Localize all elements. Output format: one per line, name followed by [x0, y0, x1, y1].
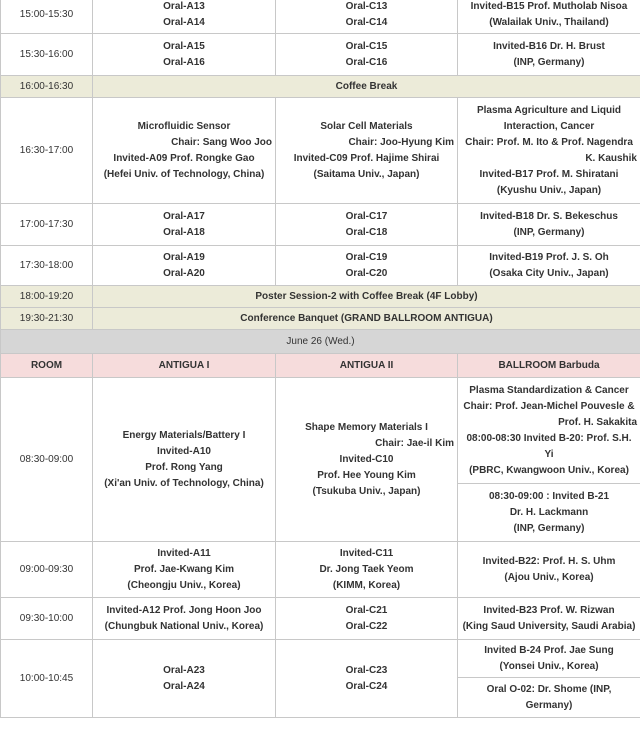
speaker-affiliation: (Hefei Univ. of Technology, China)	[103, 168, 265, 180]
ballroom-cell	[458, 34, 640, 76]
speaker-name: Dr. Jong Taek Yeom	[319, 563, 414, 575]
session-title: Shape Memory Materials I	[305, 421, 428, 433]
session-item: Oral-C18	[345, 226, 388, 238]
speaker-affiliation: (Chungbuk National Univ., Korea)	[104, 620, 264, 632]
speaker-affiliation: (Yonsei Univ., Korea)	[499, 660, 599, 672]
session-chair: Chair: Jae-il Kim	[375, 437, 454, 449]
ballroom-cell	[458, 542, 640, 598]
time-cell: 15:00-15:30	[1, 0, 93, 34]
session-item: Invited-B18 Dr. S. Bekeschus	[480, 210, 618, 222]
schedule-row	[1, 542, 640, 598]
invited-speaker: Yi	[544, 448, 554, 460]
session-item: Oral-C16	[345, 56, 388, 68]
schedule-row	[1, 34, 640, 76]
session-item: (Osaka City Univ., Japan)	[489, 267, 609, 279]
time-cell: 17:30-18:00	[1, 246, 93, 286]
session-item: Oral-A17	[163, 210, 205, 222]
session-item: Oral-A16	[163, 56, 205, 68]
ballroom-header: BALLROOM Barbuda	[458, 354, 640, 378]
time-cell: 17:00-17:30	[1, 204, 93, 246]
session-chair: Chair: Joo-Hyung Kim	[348, 136, 454, 148]
antigua-1-cell	[93, 34, 276, 76]
banquet-label: Conference Banquet (GRAND BALLROOM ANTIGUA)	[93, 308, 640, 330]
session-item: (INP, Germany)	[513, 56, 585, 68]
room-header-row	[1, 354, 640, 378]
antigua-2-cell	[276, 0, 458, 34]
schedule-row	[1, 204, 640, 246]
time-cell: 15:30-16:00	[1, 34, 93, 76]
time-cell: 16:00-16:30	[1, 76, 93, 98]
antigua-2-cell	[276, 598, 458, 640]
session-item: Oral-A23	[163, 664, 205, 676]
session-item: Oral-C15	[345, 40, 388, 52]
speaker-name: Prof. Jae-Kwang Kim	[133, 563, 235, 575]
session-item: Oral-A13	[163, 0, 205, 12]
ballroom-cell	[458, 378, 640, 484]
ballroom-cell	[458, 598, 640, 640]
antigua-1-cell	[93, 542, 276, 598]
speaker-affiliation: (Xi'an Univ. of Technology, China)	[104, 477, 264, 489]
antigua-1-cell	[93, 0, 276, 34]
banquet-row	[1, 308, 640, 330]
session-title: Plasma Agriculture and Liquid	[476, 104, 622, 116]
invited-speaker: Invited-A09 Prof. Rongke Gao	[113, 152, 255, 164]
ballroom-cell	[458, 98, 640, 204]
ballroom-cell	[458, 246, 640, 286]
invited-speaker: Invited-B23 Prof. W. Rizwan	[483, 604, 615, 616]
antigua-2-cell	[276, 204, 458, 246]
antigua-2-cell	[276, 542, 458, 598]
antigua-1-cell	[93, 246, 276, 286]
time-cell: 09:30-10:00	[1, 598, 93, 640]
time-cell: 16:30-17:00	[1, 98, 93, 204]
session-chair: Chair: Sang Woo Joo	[171, 136, 272, 148]
ballroom-cell	[458, 484, 640, 542]
speaker-name: Dr. H. Lackmann	[509, 506, 589, 518]
session-item: Oral-C21	[345, 604, 388, 616]
antigua-1-cell	[93, 378, 276, 542]
session-item: Oral-C20	[345, 267, 388, 279]
session-item: Oral-C24	[345, 680, 388, 692]
time-cell: 19:30-21:30	[1, 308, 93, 330]
session-item: Oral-C22	[345, 620, 388, 632]
session-item: Invited-B16 Dr. H. Brust	[493, 40, 605, 52]
antigua-2-cell	[276, 34, 458, 76]
coffee-break-label: Coffee Break	[93, 76, 640, 98]
speaker-affiliation: (INP, Germany)	[513, 522, 585, 534]
date-label: June 26 (Wed.)	[1, 330, 640, 354]
ballroom-cell	[458, 678, 640, 718]
session-item: (INP, Germany)	[513, 226, 585, 238]
schedule-row	[1, 378, 640, 484]
invited-speaker: Invited-B17 Prof. M. Shiratani	[479, 168, 619, 180]
session-item: Oral-A24	[163, 680, 205, 692]
speaker-affiliation: (Cheongju Univ., Korea)	[127, 579, 241, 591]
date-row	[1, 330, 640, 354]
invited-speaker: Invited-A10	[157, 445, 211, 457]
speaker-affiliation: Germany)	[525, 699, 573, 711]
speaker-name: Prof. Rong Yang	[145, 461, 223, 473]
session-item: Oral-C13	[345, 0, 388, 12]
invited-speaker: Invited-C11	[339, 547, 394, 559]
antigua-2-cell	[276, 378, 458, 542]
session-title: Microfluidic Sensor	[137, 120, 231, 132]
antigua-1-cell	[93, 598, 276, 640]
session-item: Oral-A18	[163, 226, 205, 238]
speaker-name: Prof. Hee Young Kim	[317, 469, 416, 481]
time-cell: 18:00-19:20	[1, 286, 93, 308]
poster-session-label: Poster Session-2 with Coffee Break (4F Lobby)	[93, 286, 640, 308]
ballroom-cell	[458, 204, 640, 246]
session-item: Oral-C14	[345, 16, 388, 28]
schedule-row	[1, 0, 640, 34]
session-item: Oral-A15	[163, 40, 205, 52]
schedule-row	[1, 246, 640, 286]
invited-speaker: Invited-B22: Prof. H. S. Uhm	[482, 555, 616, 567]
session-chair: K. Kaushik	[585, 152, 637, 164]
session-item: Oral-C17	[345, 210, 388, 222]
invited-speaker: Invited-C10	[339, 453, 394, 465]
session-item: Invited-B15 Prof. Mutholab Nisoa	[470, 0, 628, 12]
schedule-row	[1, 98, 640, 204]
time-cell: 09:00-09:30	[1, 542, 93, 598]
speaker-affiliation: (Tsukuba Univ., Japan)	[312, 485, 421, 497]
speaker-affiliation: (PBRC, Kwangwoon Univ., Korea)	[469, 464, 629, 476]
session-item: Oral-C19	[345, 251, 388, 263]
antigua-1-cell	[93, 640, 276, 718]
oral-speaker: Oral O-02: Dr. Shome (INP,	[486, 683, 612, 695]
poster-session-row	[1, 286, 640, 308]
session-title: Plasma Standardization & Cancer	[469, 384, 629, 396]
session-item: (Walailak Univ., Thailand)	[489, 16, 609, 28]
session-chair: Chair: Prof. M. Ito & Prof. Nagendra	[465, 136, 633, 148]
invited-speaker: Invited-A11	[157, 547, 211, 559]
speaker-affiliation: (Saitama Univ., Japan)	[313, 168, 420, 180]
invited-speaker: 08:30-09:00 : Invited B-21	[488, 490, 610, 502]
session-item: Oral-A20	[163, 267, 205, 279]
time-cell: 08:30-09:00	[1, 378, 93, 542]
invited-speaker: 08:00-08:30 Invited B-20: Prof. S.H.	[466, 432, 632, 444]
room-header: ROOM	[1, 354, 93, 378]
speaker-affiliation: (KIMM, Korea)	[332, 579, 401, 591]
session-item: Oral-A19	[163, 251, 205, 263]
antigua-1-cell	[93, 204, 276, 246]
antigua-1-cell	[93, 98, 276, 204]
antigua-2-cell	[276, 246, 458, 286]
speaker-affiliation: (Kyushu Univ., Japan)	[496, 184, 602, 196]
antigua-2-header: ANTIGUA II	[276, 354, 458, 378]
speaker-affiliation: (King Saud University, Saudi Arabia)	[462, 620, 636, 632]
session-chair: Prof. H. Sakakita	[558, 416, 637, 428]
session-item: Oral-A14	[163, 16, 205, 28]
invited-speaker: Invited-C09 Prof. Hajime Shirai	[293, 152, 440, 164]
antigua-1-header: ANTIGUA I	[93, 354, 276, 378]
invited-speaker: Invited B-24 Prof. Jae Sung	[484, 644, 614, 656]
session-item: Oral-C23	[345, 664, 388, 676]
session-title: Interaction, Cancer	[503, 120, 595, 132]
ballroom-cell	[458, 0, 640, 34]
schedule-row	[1, 640, 640, 678]
antigua-2-cell	[276, 98, 458, 204]
session-item: Invited-B19 Prof. J. S. Oh	[489, 251, 609, 263]
invited-speaker: Invited-A12 Prof. Jong Hoon Joo	[106, 604, 262, 616]
schedule-row	[1, 598, 640, 640]
ballroom-cell	[458, 640, 640, 678]
session-chair: Chair: Prof. Jean-Michel Pouvesle &	[463, 400, 635, 412]
time-cell: 10:00-10:45	[1, 640, 93, 718]
coffee-break-row	[1, 76, 640, 98]
session-title: Solar Cell Materials	[320, 120, 413, 132]
session-title: Energy Materials/Battery I	[122, 429, 246, 441]
speaker-affiliation: (Ajou Univ., Korea)	[504, 571, 594, 583]
antigua-2-cell	[276, 640, 458, 718]
